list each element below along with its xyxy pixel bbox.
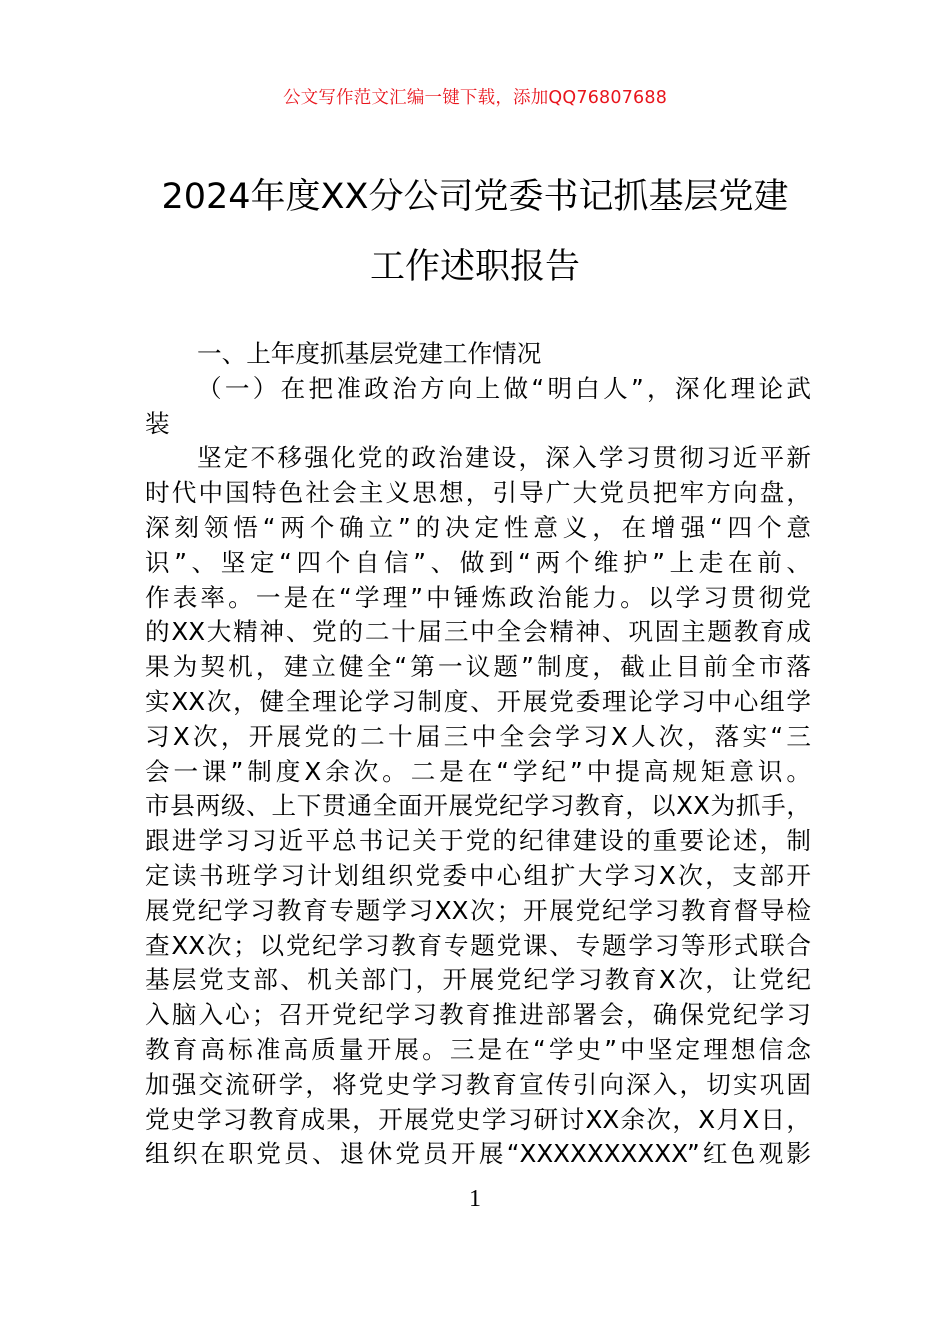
subheading-line-2: 装 xyxy=(145,408,170,438)
paragraph-line: 果为契机，建立健全“第一议题”制度，截止目前全市落 xyxy=(145,652,811,682)
paragraph-line: 入脑入心；召开党纪学习教育推进部署会，确保党纪学习 xyxy=(145,1000,811,1030)
paragraph-line: 实XX次，健全理论学习制度、开展党委理论学习中心组学 xyxy=(145,686,811,716)
paragraph-line: 会一课”制度X余次。二是在“学纪”中提高规矩意识。 xyxy=(145,756,811,786)
paragraph-line: 时代中国特色社会主义思想，引导广大党员把牢方向盘， xyxy=(145,478,811,508)
paragraph-line: 基层党支部、机关部门，开展党纪学习教育X次，让党纪 xyxy=(145,965,811,995)
paragraph-line: 组织在职党员、退休党员开展“XXXXXXXXXX”红色观影 xyxy=(145,1139,811,1169)
paragraph-line: 深刻领悟“两个确立”的决定性意义，在增强“四个意 xyxy=(145,512,811,542)
section-heading: 一、上年度抓基层党建工作情况 xyxy=(197,339,542,368)
paragraph-line: 查XX次；以党纪学习教育专题党课、专题学习等形式联合 xyxy=(145,930,811,960)
paragraph-line: 加强交流研学，将党史学习教育宣传引向深入，切实巩固 xyxy=(145,1069,811,1099)
paragraph-line: 党史学习教育成果，开展党史学习研讨XX余次，X月X日， xyxy=(145,1104,811,1134)
paragraph-line: 习X次，开展党的二十届三中全会学习X人次，落实“三 xyxy=(145,721,811,751)
paragraph-line: 跟进学习习近平总书记关于党的纪律建设的重要论述，制 xyxy=(145,826,811,856)
download-watermark: 公文写作范文汇编一键下载，添加QQ76807688 xyxy=(282,88,668,108)
document-title-line-1: 2024年度XX分公司党委书记抓基层党建 xyxy=(161,177,789,217)
paragraph-line: 的XX大精神、党的二十届三中全会精神、巩固主题教育成 xyxy=(145,617,811,647)
paragraph-line: 作表率。一是在“学理”中锤炼政治能力。以学习贯彻党 xyxy=(145,582,811,612)
paragraph-line: 坚定不移强化党的政治建设，深入学习贯彻习近平新 xyxy=(197,443,811,473)
document-body xyxy=(145,337,811,1172)
document-title-line-2: 工作述职报告 xyxy=(369,247,580,287)
paragraph-line: 展党纪学习教育专题学习XX次；开展党纪学习教育督导检 xyxy=(145,895,811,925)
subheading-line-1: （一）在把准政治方向上做“明白人”，深化理论武 xyxy=(197,373,811,403)
page-number: 1 xyxy=(469,1186,481,1212)
paragraph-line: 识”、坚定“四个自信”、做到“两个维护”上走在前、 xyxy=(145,547,811,577)
paragraph-line: 定读书班学习计划组织党委中心组扩大学习X次，支部开 xyxy=(145,860,811,890)
paragraph-line: 教育高标准高质量开展。三是在“学史”中坚定理想信念 xyxy=(145,1034,811,1064)
paragraph xyxy=(145,441,811,1172)
paragraph-line: 市县两级、上下贯通全面开展党纪学习教育，以XX为抓手， xyxy=(145,791,811,821)
